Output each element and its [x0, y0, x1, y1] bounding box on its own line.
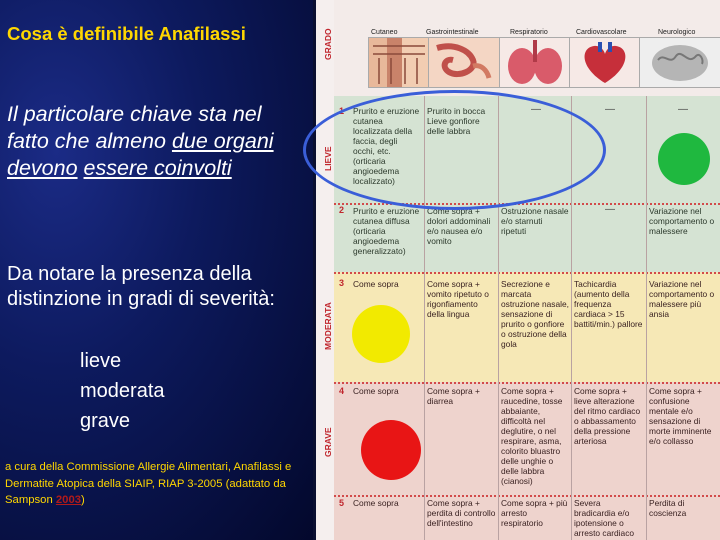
cell-4-cardio: Come sopra + lieve alterazione del ritmo cardiaco o abbassamento della pressione arteriosa [574, 386, 641, 446]
cell-2-cutaneo: Prurito e eruzione cutanea diffusa (orticaria angioedema generalizzato) [353, 206, 420, 256]
row-divider-4 [334, 495, 720, 497]
heart-icon [569, 37, 641, 88]
row-divider-2 [334, 272, 720, 274]
cell-3-gastro: Come sopra + vomito ripetuto o rigonfiamento della lingua [427, 279, 489, 319]
col-header-cardio: Cardiovascolare [576, 29, 627, 36]
cell-1-respiratorio: — [531, 104, 541, 115]
lungs-icon [499, 37, 571, 88]
skin-icon [368, 37, 430, 88]
red-circle [361, 420, 421, 480]
col-header-neuro: Neurologico [658, 29, 696, 36]
credit-end: ) [81, 494, 85, 506]
col-header-respiratorio: Respiratorio [510, 29, 548, 36]
cell-1-gastro: Prurito in bocca Lieve gonfiore delle labbra [427, 106, 486, 136]
cell-3-neuro: Variazione nel comportamento o malessere più ansia [649, 279, 715, 319]
grade-number-4: 4 [339, 386, 345, 396]
cell-2-respiratorio: Ostruzione nasale e/o starnuti ripetuti [501, 206, 569, 236]
row-divider-3 [334, 382, 720, 384]
cell-1-neuro: — [678, 104, 688, 115]
label-strip [316, 0, 334, 540]
cell-1-cutaneo: Prurito e eruzione cutanea localizzata della faccia, degli occhi, etc. (orticaria angioedema localizzato) [353, 106, 420, 186]
cell-5-gastro: Come sopra + perdita di controllo dell'intestino [427, 498, 496, 528]
slide-title: Cosa è definibile Anafilassi [7, 23, 246, 44]
key-point-line-1: Il particolare chiave sta nel fatto che almeno [7, 102, 262, 153]
grade-lieve: lieve [80, 350, 122, 372]
left-panel [0, 0, 313, 540]
credit-text: a cura della Commissione Allergie Alimentari, Anafilassi e Dermatite Atopica della SIAIP, RIAP 3-2005 (adattato da Sampson [5, 461, 292, 506]
grade-number-5: 5 [339, 498, 345, 508]
cell-2-gastro: Come sopra + dolori addominali e/o nausea e/o vomito [427, 206, 491, 246]
grade-moderata: moderata [80, 380, 165, 402]
cell-5-respiratorio: Come sopra + più arresto respiratorio [501, 498, 568, 528]
label-lieve: LIEVE [323, 146, 333, 171]
cell-3-cutaneo: Come sopra [353, 279, 399, 289]
cell-1-cardio: — [605, 104, 615, 115]
credit-year: 2003 [55, 494, 82, 506]
cell-4-neuro: Come sopra + confusione mentale e/o sensazione di morte imminente e/o collasso [649, 386, 712, 446]
cell-5-cutaneo: Come sopra [353, 498, 399, 508]
label-moderata: MODERATA [323, 302, 333, 350]
cell-5-neuro: Perdita di coscienza [649, 498, 687, 518]
col-header-gastro: Gastrointestinale [426, 29, 479, 36]
cell-4-respiratorio: Come sopra + raucedine, tosse abbaiante, difficoltà nel deglutire, o nel respirare, asma, colorito bluastro delle unghie o delle labbra (cianosi) [501, 386, 563, 486]
col-divider-4 [646, 96, 647, 540]
label-grado: GRADO [323, 28, 333, 60]
source-credit [5, 459, 310, 509]
col-header-cutaneo: Cutaneo [371, 29, 398, 36]
cell-3-respiratorio: Secrezione e marcata ostruzione nasale, sensazione di prurito o gonfiore o ostruzione della gola [501, 279, 569, 349]
cell-5-cardio: Severa bradicardia e/o ipotensione o arresto cardiaco [574, 498, 635, 538]
grade-grave: grave [80, 410, 131, 432]
label-grave: GRAVE [323, 427, 333, 457]
cell-2-neuro: Variazione nel comportamento o malessere [649, 206, 715, 236]
key-point-text [7, 101, 307, 182]
key-point-underlined-1: due organi devono [7, 129, 274, 180]
grade-number-1: 1 [339, 106, 345, 116]
yellow-circle [352, 305, 410, 363]
clinical-table-image [316, 0, 720, 540]
cell-4-gastro: Come sopra + diarrea [427, 386, 480, 406]
severity-note: Da notare la presenza della distinzione in gradi di severità: [7, 263, 275, 310]
stomach-icon [428, 37, 500, 88]
key-point-underlined-2: essere coinvolti [83, 156, 232, 180]
grade-number-2: 2 [339, 205, 345, 215]
cell-2-cardio: — [605, 204, 615, 215]
highlight-ellipse [303, 90, 606, 210]
cell-4-cutaneo: Come sopra [353, 386, 399, 396]
cell-3-cardio: Tachicardia (aumento della frequenza cardiaca > 15 battiti/min.) pallore [574, 279, 643, 329]
brain-icon [639, 37, 720, 88]
grade-number-3: 3 [339, 278, 345, 288]
green-circle [658, 133, 710, 185]
